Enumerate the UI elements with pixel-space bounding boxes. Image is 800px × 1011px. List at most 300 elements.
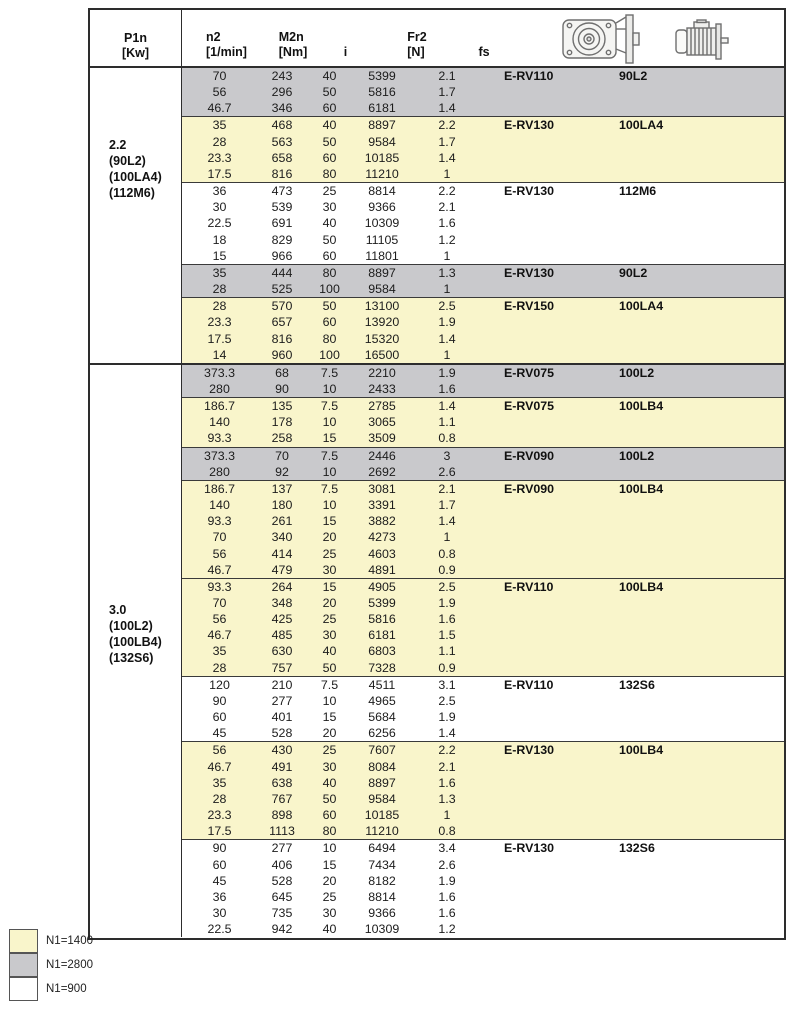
cell-m2n: 68	[275, 365, 289, 380]
cell-fs: 1.1	[438, 415, 456, 430]
table-row	[182, 807, 784, 823]
table-row	[182, 873, 784, 889]
cell-n2: 15	[212, 248, 227, 263]
cell-n2: 90	[212, 841, 227, 856]
cell-fs: 1.6	[438, 612, 456, 627]
table-row	[182, 546, 784, 562]
cell-fr2: 6803	[368, 644, 396, 659]
cell-gearbox-model	[482, 381, 612, 397]
cell-motor-size	[612, 627, 784, 643]
cell-fs: 1.9	[438, 873, 456, 888]
cell-fr2: 9366	[368, 905, 396, 920]
cell-motor-size	[612, 381, 784, 397]
cell-motor-size	[612, 889, 784, 905]
cell-gearbox-model	[482, 660, 612, 676]
cell-gearbox-model	[482, 562, 612, 578]
cell-fr2: 3882	[368, 514, 396, 529]
cell-fr2: 8084	[368, 759, 396, 774]
legend	[9, 929, 93, 1001]
cell-m2n: 528	[271, 873, 293, 888]
cell-fs: 0.8	[438, 546, 456, 561]
cell-n2: 56	[212, 743, 227, 758]
header-fr2-line2: [N]	[407, 45, 425, 59]
cell-i: 40	[322, 775, 337, 790]
table-row	[182, 725, 784, 741]
cell-fs: 2.2	[438, 184, 456, 199]
cell-fs: 1.4	[438, 101, 456, 116]
cell-gearbox-model: E-RV090	[504, 481, 555, 496]
cell-fr2: 2446	[368, 448, 396, 463]
table-row	[182, 481, 784, 497]
table-row	[182, 281, 784, 297]
cell-m2n: 243	[271, 69, 293, 83]
table-row	[182, 430, 784, 446]
table-row	[182, 215, 784, 231]
cell-gearbox-model	[482, 775, 612, 791]
speed-block	[182, 297, 784, 363]
table-row	[182, 643, 784, 659]
cell-m2n: 180	[271, 498, 293, 513]
cell-gearbox-model	[482, 529, 612, 545]
table-row	[182, 183, 784, 199]
cell-i: 10	[322, 464, 337, 479]
motor-icon	[674, 19, 736, 63]
cell-fr2: 10185	[364, 808, 400, 823]
cell-fs: 0.8	[438, 824, 456, 839]
cell-motor-size: 100LA4	[619, 299, 664, 314]
header-fr2-line1: Fr2	[407, 30, 427, 44]
cell-m2n: 816	[271, 166, 293, 181]
cell-motor-size	[612, 807, 784, 823]
cell-n2: 28	[212, 299, 227, 314]
cell-motor-size	[612, 791, 784, 807]
cell-i: 15	[322, 579, 337, 594]
cell-gearbox-model: E-RV130	[504, 743, 555, 758]
cell-i: 30	[322, 905, 337, 920]
cell-i: 80	[322, 824, 337, 839]
table-row	[182, 199, 784, 215]
cell-fs: 2.6	[438, 464, 456, 479]
cell-fr2: 3065	[368, 415, 396, 430]
group-label-line: 3.0	[109, 603, 127, 618]
cell-i: 40	[322, 922, 337, 937]
cell-m2n: 528	[271, 726, 293, 741]
cell-motor-size	[612, 562, 784, 578]
cell-m2n: 258	[271, 431, 293, 446]
cell-m2n: 960	[271, 347, 293, 362]
cell-fr2: 15320	[364, 331, 400, 346]
cell-fs: 3.1	[438, 677, 456, 692]
table-row	[182, 134, 784, 150]
cell-i: 10	[322, 415, 337, 430]
group-label-text	[109, 137, 181, 201]
cell-m2n: 966	[271, 248, 293, 263]
cell-m2n: 491	[271, 759, 293, 774]
cell-n2: 93.3	[207, 579, 232, 594]
cell-n2: 36	[212, 889, 227, 904]
table-header	[90, 10, 784, 68]
speed-block	[182, 578, 784, 676]
cell-motor-size	[612, 693, 784, 709]
cell-m2n: 829	[271, 232, 293, 247]
cell-m2n: 414	[271, 546, 293, 561]
cell-motor-size	[612, 857, 784, 873]
cell-m2n: 757	[271, 660, 293, 675]
cell-m2n: 425	[271, 612, 293, 627]
group-label-text	[109, 602, 181, 666]
cell-i: 25	[322, 889, 337, 904]
legend-label: N1=900	[46, 983, 87, 995]
cell-fs: 3.4	[438, 841, 456, 856]
cell-i: 60	[322, 315, 337, 330]
cell-m2n: 401	[271, 710, 293, 725]
cell-fr2: 3391	[368, 498, 396, 513]
table-row	[182, 823, 784, 839]
cell-motor-size	[612, 414, 784, 430]
table-row	[182, 100, 784, 116]
cell-m2n: 296	[271, 85, 293, 100]
cell-fs: 1	[443, 248, 451, 263]
cell-fs: 1.6	[438, 905, 456, 920]
cell-i: 15	[322, 857, 337, 872]
cell-m2n: 210	[271, 677, 293, 692]
cell-i: 15	[322, 710, 337, 725]
cell-motor-size	[612, 430, 784, 446]
cell-i: 100	[319, 282, 340, 297]
cell-i: 50	[322, 660, 337, 675]
cell-fr2: 8897	[368, 265, 396, 280]
table-row	[182, 232, 784, 248]
cell-gearbox-model	[482, 857, 612, 873]
cell-i: 60	[322, 248, 337, 263]
cell-fr2: 7607	[368, 743, 396, 758]
table-row	[182, 857, 784, 873]
group-label-line: 2.2	[109, 138, 127, 153]
cell-fr2: 6181	[368, 101, 396, 116]
cell-fs: 0.9	[438, 660, 456, 675]
group-label-line: (100LB4)	[109, 635, 162, 650]
cell-gearbox-model	[482, 823, 612, 839]
cell-gearbox-model: E-RV150	[504, 299, 555, 314]
cell-motor-size	[612, 84, 784, 100]
cell-n2: 93.3	[207, 431, 232, 446]
cell-n2: 56	[212, 612, 227, 627]
cell-motor-size	[612, 921, 784, 937]
cell-i: 80	[322, 331, 337, 346]
cell-fs: 1.2	[438, 922, 456, 937]
cell-n2: 35	[212, 118, 227, 133]
cell-motor-size: 100L2	[619, 365, 655, 380]
cell-fr2: 4273	[368, 530, 396, 545]
cell-fr2: 2210	[368, 365, 396, 380]
cell-m2n: 178	[271, 415, 293, 430]
cell-n2: 22.5	[207, 216, 232, 231]
table-row	[182, 759, 784, 775]
cell-fs: 1.7	[438, 498, 456, 513]
cell-i: 10	[322, 693, 337, 708]
header-fr2	[352, 30, 427, 61]
cell-fs: 2.2	[438, 118, 456, 133]
cell-fr2: 8897	[368, 118, 396, 133]
cell-gearbox-model	[482, 199, 612, 215]
cell-gearbox-model	[482, 166, 612, 182]
speed-block	[182, 676, 784, 742]
table-row	[182, 150, 784, 166]
speed-block	[182, 365, 784, 397]
cell-fr2: 2692	[368, 464, 396, 479]
cell-gearbox-model	[482, 725, 612, 741]
table-row	[182, 742, 784, 758]
cell-motor-size	[612, 546, 784, 562]
cell-gearbox-model	[482, 150, 612, 166]
cell-n2: 36	[212, 184, 227, 199]
cell-i: 10	[322, 381, 337, 396]
header-n2-line2: [1/min]	[206, 45, 247, 59]
table-row	[182, 381, 784, 397]
legend-swatch-gray	[9, 953, 38, 977]
cell-fs: 1.9	[438, 596, 456, 610]
cell-m2n: 135	[271, 399, 293, 414]
cell-motor-size: 100L2	[619, 448, 655, 463]
cell-gearbox-model: E-RV075	[504, 399, 555, 414]
cell-i: 20	[322, 726, 337, 741]
cell-motor-size: 100LB4	[619, 399, 664, 414]
cell-n2: 186.7	[203, 399, 235, 414]
cell-i: 60	[322, 150, 337, 165]
cell-n2: 45	[212, 873, 227, 888]
cell-motor-size	[612, 873, 784, 889]
cell-fr2: 11801	[365, 248, 399, 263]
cell-gearbox-model	[482, 921, 612, 937]
cell-motor-size	[612, 248, 784, 264]
cell-fr2: 10185	[364, 150, 400, 165]
cell-m2n: 473	[271, 184, 293, 199]
cell-motor-size	[612, 232, 784, 248]
cell-fs: 1	[443, 808, 451, 823]
legend-item	[9, 929, 93, 953]
cell-gearbox-model	[482, 693, 612, 709]
cell-gearbox-model: E-RV130	[504, 841, 555, 856]
cell-m2n: 942	[271, 922, 293, 937]
cell-m2n: 92	[275, 464, 289, 479]
cell-m2n: 346	[271, 101, 293, 116]
table-row	[182, 921, 784, 937]
cell-m2n: 638	[271, 775, 293, 790]
cell-fs: 1	[443, 166, 451, 181]
cell-fs: 2.1	[438, 759, 456, 774]
p1n-header-cell	[90, 10, 182, 66]
cell-gearbox-model: E-RV130	[504, 265, 555, 280]
cell-i: 15	[322, 514, 337, 529]
table-row	[182, 611, 784, 627]
cell-motor-size	[612, 100, 784, 116]
group-label-line: (112M6)	[109, 186, 155, 201]
cell-fs: 2.5	[438, 693, 456, 708]
table-row	[182, 529, 784, 545]
cell-gearbox-model	[482, 643, 612, 659]
cell-fs: 2.1	[438, 481, 456, 496]
cell-i: 10	[322, 498, 337, 513]
cell-motor-size	[612, 709, 784, 725]
table-row	[182, 331, 784, 347]
cell-m2n: 479	[271, 562, 293, 577]
cell-fr2: 4891	[368, 562, 396, 577]
cell-gearbox-model	[482, 464, 612, 480]
cell-i: 25	[322, 184, 337, 199]
cell-m2n: 1113	[269, 824, 295, 839]
cell-m2n: 816	[271, 331, 293, 346]
cell-fr2: 5399	[368, 69, 396, 83]
table-row	[182, 579, 784, 595]
speed-block	[182, 182, 784, 264]
cell-m2n: 340	[271, 530, 293, 545]
cell-n2: 28	[212, 791, 227, 806]
cell-gearbox-model	[482, 759, 612, 775]
cell-n2: 46.7	[207, 759, 232, 774]
cell-motor-size	[612, 134, 784, 150]
cell-motor-size	[612, 529, 784, 545]
cell-fs: 1	[443, 530, 451, 545]
cell-gearbox-model	[482, 595, 612, 611]
cell-motor-size: 100LA4	[619, 118, 664, 133]
cell-fs: 1.2	[438, 232, 456, 247]
cell-fs: 0.9	[438, 562, 456, 577]
cell-n2: 46.7	[207, 562, 232, 577]
speed-block	[182, 264, 784, 297]
cell-fs: 2.6	[438, 857, 456, 872]
cell-fs: 1.4	[438, 331, 456, 346]
cell-n2: 140	[209, 415, 230, 430]
legend-item	[9, 977, 93, 1001]
speed-block	[182, 480, 784, 578]
cell-motor-size: 100LB4	[619, 579, 664, 594]
cell-gearbox-model	[482, 497, 612, 513]
cell-i: 20	[322, 596, 337, 610]
table-row	[182, 677, 784, 693]
cell-gearbox-model	[482, 905, 612, 921]
cell-gearbox-model	[482, 281, 612, 297]
cell-m2n: 658	[271, 150, 293, 165]
group-label	[90, 68, 182, 363]
speed-block	[182, 839, 784, 937]
cell-i: 7.5	[320, 677, 339, 692]
table-row	[182, 627, 784, 643]
table-row	[182, 166, 784, 182]
cell-gearbox-model	[482, 873, 612, 889]
cell-i: 20	[322, 530, 337, 545]
cell-n2: 120	[209, 677, 230, 692]
cell-i: 7.5	[320, 365, 339, 380]
cell-n2: 70	[212, 69, 227, 83]
cell-fr2: 9584	[368, 134, 396, 149]
cell-i: 60	[322, 808, 337, 823]
cell-gearbox-model	[482, 807, 612, 823]
cell-i: 50	[322, 791, 337, 806]
cell-i: 50	[322, 134, 337, 149]
cell-fs: 1.4	[438, 514, 456, 529]
cell-i: 7.5	[320, 481, 339, 496]
cell-fr2: 9366	[368, 200, 396, 215]
cell-n2: 30	[212, 200, 227, 215]
cell-n2: 23.3	[207, 150, 232, 165]
cell-m2n: 645	[271, 889, 293, 904]
cell-fs: 1.6	[438, 889, 456, 904]
cell-n2: 17.5	[207, 166, 232, 181]
cell-m2n: 277	[271, 841, 293, 856]
cell-fs: 0.8	[438, 431, 456, 446]
cell-fs: 1	[443, 282, 451, 297]
header-fs-line1: fs	[478, 45, 490, 59]
cell-fs: 1.4	[438, 150, 456, 165]
cell-fr2: 5816	[368, 85, 396, 100]
table-row	[182, 464, 784, 480]
cell-i: 30	[322, 628, 337, 643]
table-row	[182, 265, 784, 281]
cell-motor-size	[612, 331, 784, 347]
group-label-line: (90L2)	[109, 154, 146, 169]
cell-motor-size	[612, 166, 784, 182]
cell-n2: 60	[212, 857, 227, 872]
cell-fs: 3	[443, 448, 451, 463]
cell-motor-size: 112M6	[619, 184, 657, 199]
cell-fr2: 7328	[368, 660, 396, 675]
table-row	[182, 791, 784, 807]
legend-label: N1=1400	[46, 935, 93, 947]
cell-fs: 1.5	[438, 628, 456, 643]
cell-motor-size	[612, 775, 784, 791]
group-label-line: (100L2)	[109, 619, 153, 634]
cell-motor-size	[612, 281, 784, 297]
cell-gearbox-model: E-RV110	[504, 579, 554, 594]
cell-m2n: 735	[271, 905, 293, 920]
speed-block	[182, 447, 784, 480]
table-row	[182, 68, 784, 84]
cell-motor-size	[612, 595, 784, 611]
header-i-line1: i	[343, 45, 348, 59]
speed-block	[182, 397, 784, 446]
cell-m2n: 70	[275, 448, 289, 463]
cell-n2: 60	[212, 710, 227, 725]
cell-i: 20	[322, 873, 337, 888]
cell-i: 100	[319, 347, 340, 362]
cell-fr2: 11210	[365, 824, 399, 839]
cell-fs: 1.6	[438, 775, 456, 790]
cell-fr2: 6181	[368, 628, 396, 643]
cell-fr2: 4965	[368, 693, 396, 708]
cell-gearbox-model	[482, 100, 612, 116]
cell-n2: 28	[212, 660, 227, 675]
group-label-line: (100LA4)	[109, 170, 162, 185]
cell-gearbox-model	[482, 709, 612, 725]
cell-i: 50	[322, 299, 337, 314]
cell-fr2: 2433	[368, 381, 396, 396]
legend-swatch-white	[9, 977, 38, 1001]
cell-m2n: 539	[271, 200, 293, 215]
cell-i: 30	[322, 200, 337, 215]
speed-block	[182, 68, 784, 116]
table-row	[182, 889, 784, 905]
cell-i: 7.5	[320, 448, 339, 463]
cell-fr2: 10309	[364, 922, 400, 937]
cell-gearbox-model	[482, 513, 612, 529]
table-row	[182, 365, 784, 381]
cell-fr2: 4905	[368, 579, 396, 594]
cell-i: 25	[322, 743, 337, 758]
cell-fs: 2.5	[438, 299, 456, 314]
cell-n2: 70	[212, 530, 227, 545]
cell-fs: 1.9	[438, 710, 456, 725]
cell-gearbox-model	[482, 791, 612, 807]
